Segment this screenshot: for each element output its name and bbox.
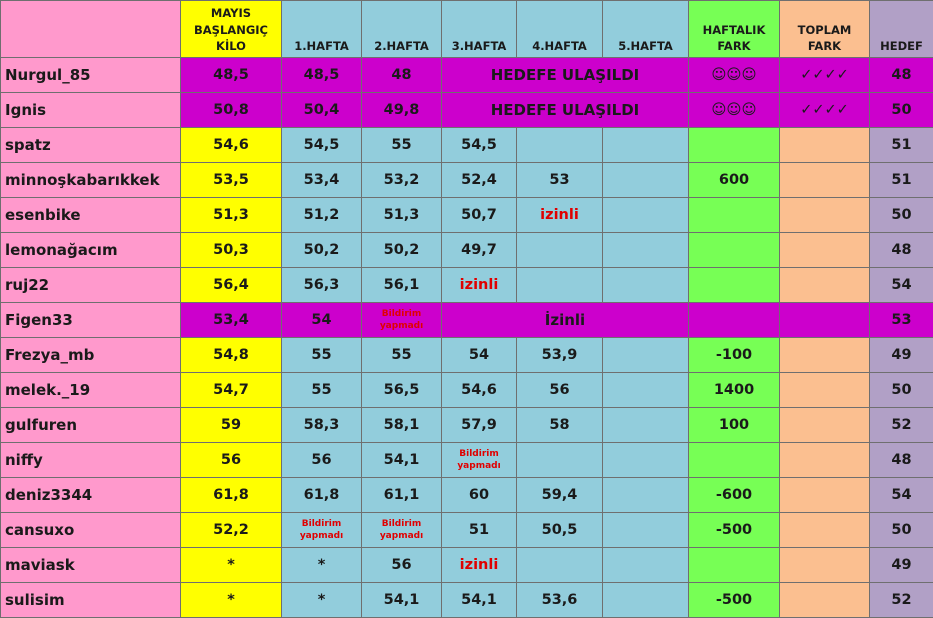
cell-value: 50 bbox=[891, 522, 911, 538]
cell-value: 48,5 bbox=[213, 67, 249, 83]
week-2-cell bbox=[362, 93, 442, 128]
not-reported-note: Bildirim yapmadı bbox=[362, 308, 441, 332]
week-2-cell bbox=[362, 478, 442, 513]
table-row bbox=[1, 198, 933, 233]
total-diff-cell bbox=[780, 513, 870, 548]
cell-value: 58,1 bbox=[384, 417, 420, 433]
cell-value: * bbox=[227, 592, 235, 608]
week-4-cell bbox=[517, 268, 603, 303]
cell-value: 49 bbox=[891, 557, 911, 573]
table-row bbox=[1, 163, 933, 198]
start-weight-cell bbox=[181, 233, 282, 268]
week-4-cell bbox=[517, 548, 603, 583]
cell-value: 54,5 bbox=[461, 137, 497, 153]
week-1-cell bbox=[282, 268, 362, 303]
cell-value: 51,3 bbox=[384, 207, 420, 223]
cell-value: 58 bbox=[549, 417, 569, 433]
participant-name: gulfuren bbox=[1, 408, 181, 443]
total-diff-cell bbox=[780, 198, 870, 233]
table-row bbox=[1, 233, 933, 268]
weekly-diff-cell bbox=[689, 303, 780, 338]
cell-value: 56,4 bbox=[213, 277, 249, 293]
table-row bbox=[1, 548, 933, 583]
cell-value: ☺☺☺ bbox=[711, 102, 756, 118]
week-2-cell bbox=[362, 408, 442, 443]
cell-value: 50,3 bbox=[213, 242, 249, 258]
weekly-diff-cell bbox=[689, 513, 780, 548]
cell-value: 56 bbox=[549, 382, 569, 398]
header-start-weight bbox=[181, 1, 282, 58]
total-diff-cell bbox=[780, 128, 870, 163]
cell-value: 54,6 bbox=[461, 382, 497, 398]
cell-value: 53,9 bbox=[542, 347, 578, 363]
total-diff-cell bbox=[780, 408, 870, 443]
goal-cell bbox=[870, 268, 933, 303]
total-diff-cell bbox=[780, 268, 870, 303]
header-start-line-2: BAŞLANGIÇ bbox=[194, 23, 268, 37]
cell-value: 53 bbox=[549, 172, 569, 188]
week-2-cell bbox=[362, 338, 442, 373]
weekly-diff-cell bbox=[689, 478, 780, 513]
cell-value: 49,8 bbox=[384, 102, 420, 118]
cell-value: 58,3 bbox=[304, 417, 340, 433]
cell-value: 53,2 bbox=[384, 172, 420, 188]
cell-value: -500 bbox=[716, 522, 752, 538]
cell-value: 52,2 bbox=[213, 522, 249, 538]
start-weight-cell bbox=[181, 268, 282, 303]
weekly-diff-cell bbox=[689, 408, 780, 443]
week-2-cell bbox=[362, 303, 442, 338]
cell-value: 56,5 bbox=[384, 382, 420, 398]
header-weekly-line-2: FARK bbox=[717, 39, 750, 53]
header-weekly-diff bbox=[689, 1, 780, 58]
header-week-3: 3.HAFTA bbox=[442, 1, 517, 58]
participant-name: deniz3344 bbox=[1, 478, 181, 513]
cell-value: 53,4 bbox=[213, 312, 249, 328]
cell-value: 54 bbox=[891, 487, 911, 503]
cell-value: ✓✓✓✓ bbox=[800, 67, 849, 83]
participant-name: Figen33 bbox=[1, 303, 181, 338]
cell-value: 60 bbox=[469, 487, 489, 503]
week-4-cell bbox=[517, 373, 603, 408]
week-1-cell bbox=[282, 513, 362, 548]
cell-value: 50,4 bbox=[304, 102, 340, 118]
week-4-cell bbox=[517, 478, 603, 513]
not-reported-note: Bildirim yapmadı bbox=[362, 518, 441, 542]
week-3-cell bbox=[442, 128, 517, 163]
week-2-cell bbox=[362, 443, 442, 478]
week-2-cell bbox=[362, 548, 442, 583]
week-4-cell bbox=[517, 443, 603, 478]
cell-value: 50,5 bbox=[542, 522, 578, 538]
total-diff-cell bbox=[780, 93, 870, 128]
goal-cell bbox=[870, 163, 933, 198]
leave-note: izinli bbox=[460, 557, 499, 573]
cell-value: 54 bbox=[469, 347, 489, 363]
participant-name: ruj22 bbox=[1, 268, 181, 303]
week-2-cell bbox=[362, 233, 442, 268]
table-row bbox=[1, 268, 933, 303]
table-row bbox=[1, 408, 933, 443]
cell-value: 48 bbox=[891, 452, 911, 468]
start-weight-cell bbox=[181, 128, 282, 163]
start-weight-cell bbox=[181, 548, 282, 583]
week-1-cell bbox=[282, 408, 362, 443]
cell-value: 50 bbox=[891, 102, 911, 118]
header-week-1: 1.HAFTA bbox=[282, 1, 362, 58]
participant-name: maviask bbox=[1, 548, 181, 583]
week-1-cell bbox=[282, 548, 362, 583]
weekly-diff-cell bbox=[689, 58, 780, 93]
week-3-cell bbox=[442, 513, 517, 548]
cell-value: 50,7 bbox=[461, 207, 497, 223]
total-diff-cell bbox=[780, 163, 870, 198]
cell-value: * bbox=[318, 557, 326, 573]
goal-cell bbox=[870, 513, 933, 548]
cell-value: 53,5 bbox=[213, 172, 249, 188]
cell-value: 50,2 bbox=[304, 242, 340, 258]
status-merged-cell: HEDEFE ULAŞILDI bbox=[442, 58, 689, 93]
header-row bbox=[1, 1, 933, 58]
participant-name: Frezya_mb bbox=[1, 338, 181, 373]
weekly-diff-cell bbox=[689, 198, 780, 233]
week-4-cell bbox=[517, 408, 603, 443]
goal-cell bbox=[870, 233, 933, 268]
total-diff-cell bbox=[780, 443, 870, 478]
week-3-cell bbox=[442, 268, 517, 303]
weekly-diff-cell bbox=[689, 233, 780, 268]
week-5-cell bbox=[603, 373, 689, 408]
cell-value: 56 bbox=[221, 452, 241, 468]
cell-value: 50 bbox=[891, 207, 911, 223]
table-row bbox=[1, 583, 933, 618]
week-5-cell bbox=[603, 443, 689, 478]
start-weight-cell bbox=[181, 58, 282, 93]
total-diff-cell bbox=[780, 338, 870, 373]
week-2-cell bbox=[362, 513, 442, 548]
total-diff-cell bbox=[780, 58, 870, 93]
cell-value: 61,8 bbox=[213, 487, 249, 503]
goal-cell bbox=[870, 373, 933, 408]
not-reported-note: Bildirim yapmadı bbox=[442, 448, 516, 472]
week-5-cell bbox=[603, 338, 689, 373]
total-diff-cell bbox=[780, 233, 870, 268]
status-merged-cell: İzinli bbox=[442, 303, 689, 338]
week-2-cell bbox=[362, 198, 442, 233]
cell-value: 54,1 bbox=[384, 592, 420, 608]
cell-value: 56,1 bbox=[384, 277, 420, 293]
participant-name: lemonağacım bbox=[1, 233, 181, 268]
cell-value: 54,8 bbox=[213, 347, 249, 363]
participant-name: cansuxo bbox=[1, 513, 181, 548]
week-1-cell bbox=[282, 443, 362, 478]
week-3-cell bbox=[442, 198, 517, 233]
week-3-cell bbox=[442, 408, 517, 443]
cell-value: 57,9 bbox=[461, 417, 497, 433]
table-row bbox=[1, 513, 933, 548]
goal-cell bbox=[870, 128, 933, 163]
week-5-cell bbox=[603, 408, 689, 443]
week-2-cell bbox=[362, 583, 442, 618]
cell-value: 1400 bbox=[714, 382, 754, 398]
week-2-cell bbox=[362, 268, 442, 303]
cell-value: 55 bbox=[391, 347, 411, 363]
cell-value: 54,1 bbox=[384, 452, 420, 468]
start-weight-cell bbox=[181, 408, 282, 443]
goal-cell bbox=[870, 583, 933, 618]
weekly-diff-cell bbox=[689, 128, 780, 163]
goal-cell bbox=[870, 303, 933, 338]
participant-name: spatz bbox=[1, 128, 181, 163]
weekly-diff-cell bbox=[689, 373, 780, 408]
total-diff-cell bbox=[780, 548, 870, 583]
week-3-cell bbox=[442, 163, 517, 198]
start-weight-cell bbox=[181, 478, 282, 513]
goal-cell bbox=[870, 93, 933, 128]
cell-value: 53 bbox=[891, 312, 911, 328]
cell-value: 55 bbox=[391, 137, 411, 153]
week-1-cell bbox=[282, 583, 362, 618]
start-weight-cell bbox=[181, 93, 282, 128]
week-3-cell bbox=[442, 373, 517, 408]
start-weight-cell bbox=[181, 583, 282, 618]
weekly-diff-cell bbox=[689, 548, 780, 583]
week-2-cell bbox=[362, 128, 442, 163]
week-1-cell bbox=[282, 128, 362, 163]
table-row bbox=[1, 478, 933, 513]
week-4-cell bbox=[517, 513, 603, 548]
cell-value: -500 bbox=[716, 592, 752, 608]
weekly-diff-cell bbox=[689, 93, 780, 128]
participant-name: Nurgul_85 bbox=[1, 58, 181, 93]
cell-value: ☺☺☺ bbox=[711, 67, 756, 83]
cell-value: 51 bbox=[469, 522, 489, 538]
week-4-cell bbox=[517, 233, 603, 268]
goal-cell bbox=[870, 58, 933, 93]
week-1-cell bbox=[282, 373, 362, 408]
header-goal: HEDEF bbox=[870, 1, 933, 58]
week-5-cell bbox=[603, 198, 689, 233]
week-2-cell bbox=[362, 373, 442, 408]
status-merged-cell: HEDEFE ULAŞILDI bbox=[442, 93, 689, 128]
cell-value: 52,4 bbox=[461, 172, 497, 188]
header-start-line-3: KİLO bbox=[216, 39, 246, 53]
goal-cell bbox=[870, 478, 933, 513]
cell-value: 54 bbox=[311, 312, 331, 328]
week-4-cell bbox=[517, 198, 603, 233]
goal-cell bbox=[870, 408, 933, 443]
goal-cell bbox=[870, 338, 933, 373]
cell-value: 51,2 bbox=[304, 207, 340, 223]
cell-value: 53,4 bbox=[304, 172, 340, 188]
total-diff-cell bbox=[780, 303, 870, 338]
table-row bbox=[1, 93, 933, 128]
start-weight-cell bbox=[181, 303, 282, 338]
cell-value: 50,8 bbox=[213, 102, 249, 118]
week-5-cell bbox=[603, 163, 689, 198]
weekly-diff-cell bbox=[689, 163, 780, 198]
week-3-cell bbox=[442, 443, 517, 478]
week-3-cell bbox=[442, 478, 517, 513]
participant-name: minnoşkabarıkkek bbox=[1, 163, 181, 198]
weekly-diff-cell bbox=[689, 268, 780, 303]
cell-value: 48 bbox=[891, 242, 911, 258]
header-week-4: 4.HAFTA bbox=[517, 1, 603, 58]
weekly-diff-cell bbox=[689, 583, 780, 618]
week-3-cell bbox=[442, 233, 517, 268]
header-total-diff bbox=[780, 1, 870, 58]
total-diff-cell bbox=[780, 478, 870, 513]
week-3-cell bbox=[442, 583, 517, 618]
week-1-cell bbox=[282, 58, 362, 93]
week-1-cell bbox=[282, 478, 362, 513]
cell-value: 51 bbox=[891, 172, 911, 188]
cell-value: * bbox=[318, 592, 326, 608]
header-weekly-line-1: HAFTALIK bbox=[703, 23, 766, 37]
week-5-cell bbox=[603, 233, 689, 268]
start-weight-cell bbox=[181, 513, 282, 548]
goal-cell bbox=[870, 443, 933, 478]
table-row bbox=[1, 443, 933, 478]
cell-value: 48,5 bbox=[304, 67, 340, 83]
cell-value: 55 bbox=[311, 347, 331, 363]
cell-value: 100 bbox=[719, 417, 749, 433]
cell-value: 55 bbox=[311, 382, 331, 398]
start-weight-cell bbox=[181, 198, 282, 233]
week-5-cell bbox=[603, 128, 689, 163]
weekly-diff-cell bbox=[689, 443, 780, 478]
cell-value: 59 bbox=[221, 417, 241, 433]
week-5-cell bbox=[603, 268, 689, 303]
week-1-cell bbox=[282, 198, 362, 233]
total-diff-cell bbox=[780, 373, 870, 408]
week-2-cell bbox=[362, 58, 442, 93]
week-1-cell bbox=[282, 163, 362, 198]
week-1-cell bbox=[282, 93, 362, 128]
week-4-cell bbox=[517, 583, 603, 618]
leave-note: izinli bbox=[460, 277, 499, 293]
cell-value: ✓✓✓✓ bbox=[800, 102, 849, 118]
week-5-cell bbox=[603, 583, 689, 618]
cell-value: 56,3 bbox=[304, 277, 340, 293]
header-week-2: 2.HAFTA bbox=[362, 1, 442, 58]
cell-value: 56 bbox=[311, 452, 331, 468]
table-row bbox=[1, 338, 933, 373]
cell-value: 600 bbox=[719, 172, 749, 188]
week-1-cell bbox=[282, 303, 362, 338]
participant-name: esenbike bbox=[1, 198, 181, 233]
header-week-5: 5.HAFTA bbox=[603, 1, 689, 58]
cell-value: 49 bbox=[891, 347, 911, 363]
participant-name: niffy bbox=[1, 443, 181, 478]
week-4-cell bbox=[517, 338, 603, 373]
start-weight-cell bbox=[181, 338, 282, 373]
cell-value: -600 bbox=[716, 487, 752, 503]
header-name-cell bbox=[1, 1, 181, 58]
cell-value: 54,1 bbox=[461, 592, 497, 608]
cell-value: 48 bbox=[891, 67, 911, 83]
cell-value: 54,7 bbox=[213, 382, 249, 398]
cell-value: 56 bbox=[391, 557, 411, 573]
week-1-cell bbox=[282, 338, 362, 373]
week-3-cell bbox=[442, 548, 517, 583]
cell-value: 53,6 bbox=[542, 592, 578, 608]
cell-value: 52 bbox=[891, 592, 911, 608]
header-total-line-1: TOPLAM bbox=[798, 23, 852, 37]
week-5-cell bbox=[603, 478, 689, 513]
week-1-cell bbox=[282, 233, 362, 268]
cell-value: 50,2 bbox=[384, 242, 420, 258]
header-start-line-1: MAYIS bbox=[211, 6, 251, 20]
cell-value: 52 bbox=[891, 417, 911, 433]
cell-value: 51,3 bbox=[213, 207, 249, 223]
leave-note: izinli bbox=[540, 207, 579, 223]
week-4-cell bbox=[517, 128, 603, 163]
goal-cell bbox=[870, 548, 933, 583]
cell-value: 49,7 bbox=[461, 242, 497, 258]
cell-value: 50 bbox=[891, 382, 911, 398]
cell-value: 48 bbox=[391, 67, 411, 83]
total-diff-cell bbox=[780, 583, 870, 618]
cell-value: 61,8 bbox=[304, 487, 340, 503]
participant-name: Ignis bbox=[1, 93, 181, 128]
not-reported-note: Bildirim yapmadı bbox=[282, 518, 361, 542]
table-row bbox=[1, 373, 933, 408]
weekly-diff-cell bbox=[689, 338, 780, 373]
week-4-cell bbox=[517, 163, 603, 198]
cell-value: 54,5 bbox=[304, 137, 340, 153]
cell-value: 54 bbox=[891, 277, 911, 293]
cell-value: 61,1 bbox=[384, 487, 420, 503]
week-2-cell bbox=[362, 163, 442, 198]
participant-name: sulisim bbox=[1, 583, 181, 618]
week-3-cell bbox=[442, 338, 517, 373]
cell-value: -100 bbox=[716, 347, 752, 363]
cell-value: 51 bbox=[891, 137, 911, 153]
week-5-cell bbox=[603, 513, 689, 548]
participant-name: melek._19 bbox=[1, 373, 181, 408]
table-row bbox=[1, 303, 933, 338]
cell-value: 54,6 bbox=[213, 137, 249, 153]
start-weight-cell bbox=[181, 373, 282, 408]
header-total-line-2: FARK bbox=[808, 39, 841, 53]
goal-cell bbox=[870, 198, 933, 233]
cell-value: * bbox=[227, 557, 235, 573]
week-5-cell bbox=[603, 548, 689, 583]
start-weight-cell bbox=[181, 163, 282, 198]
table-row bbox=[1, 58, 933, 93]
table-row bbox=[1, 128, 933, 163]
cell-value: 59,4 bbox=[542, 487, 578, 503]
start-weight-cell bbox=[181, 443, 282, 478]
